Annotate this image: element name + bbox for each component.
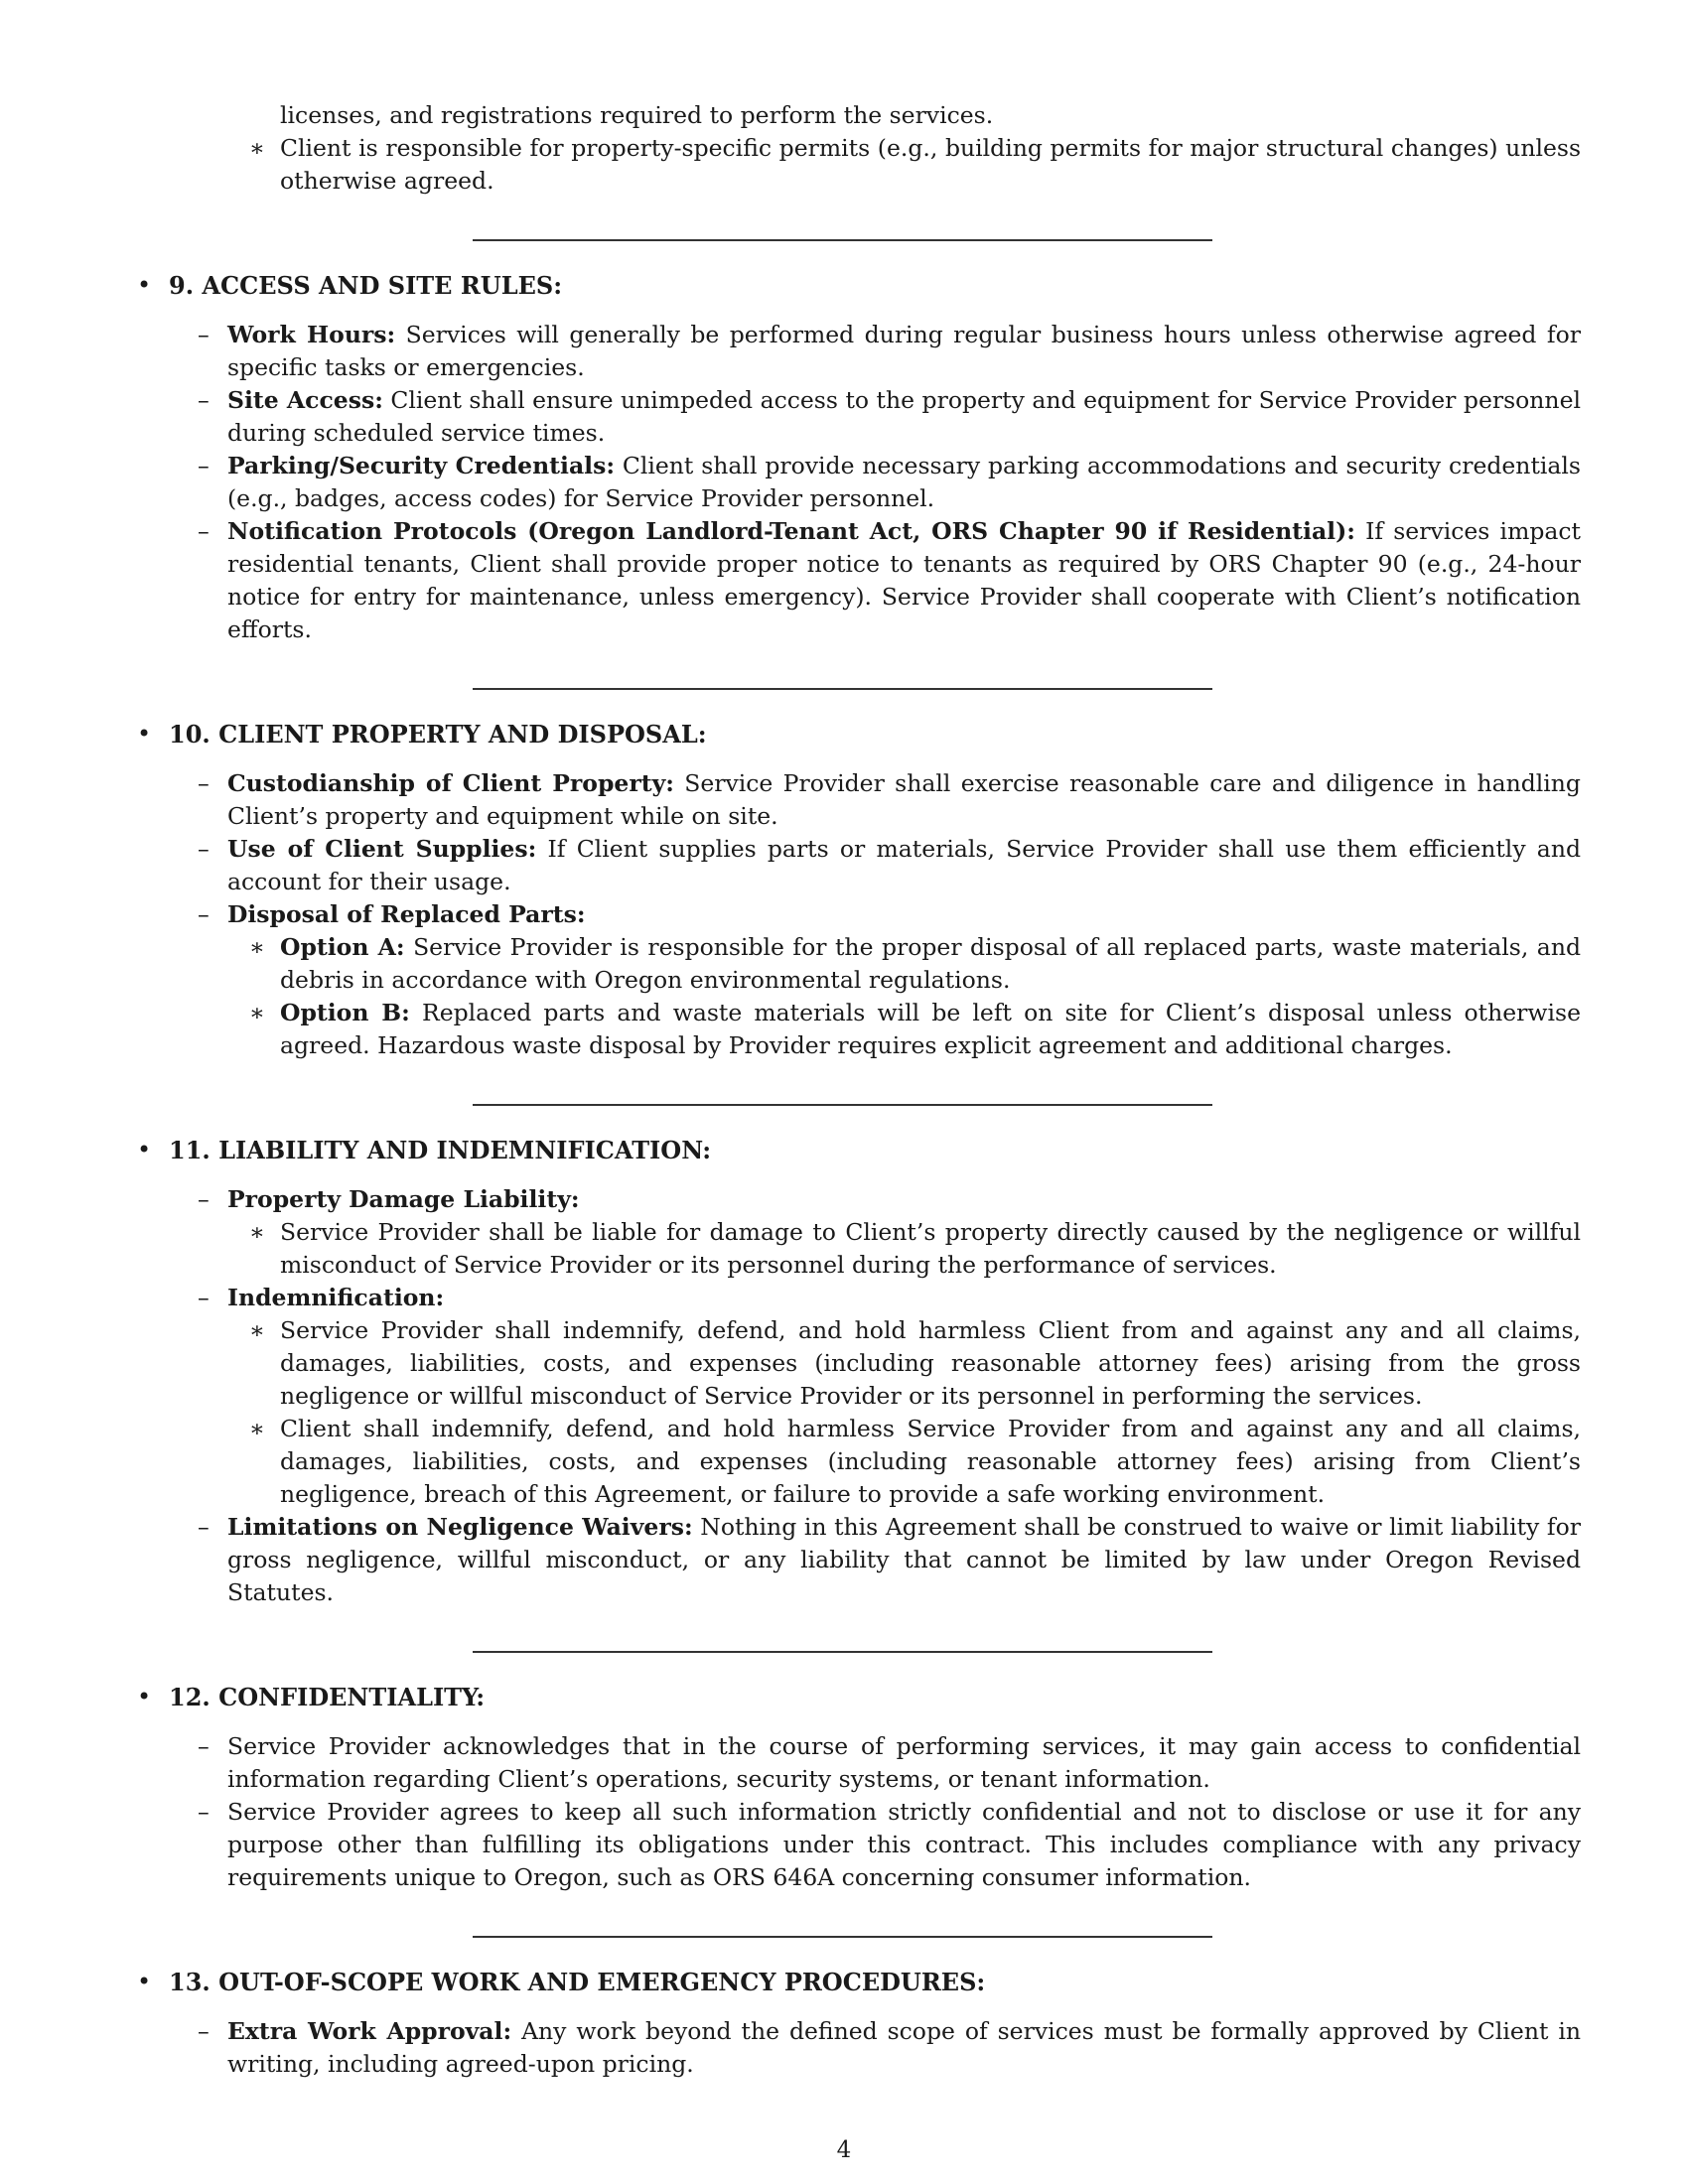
list-item: – Work Hours: Services will generally be performed during regular business hours unless otherwise agreed for specific tasks or emergencies.	[198, 321, 1581, 381]
section-11-heading: • 11. LIABILITY AND INDEMNIFICATION:	[137, 1136, 712, 1164]
section-bullet: •	[137, 271, 152, 299]
dash-bullet: –	[198, 1732, 210, 1760]
list-item: – Property Damage Liability:	[135, 1183, 1581, 1216]
option-item: ∗ Option B: Replaced parts and waste materials will be left on site for Client’s disposal unless otherwise agreed. Hazardous waste disposal by Provider requires explicit agreement and additional charges.	[249, 999, 1581, 1059]
section-divider	[473, 1936, 1212, 1938]
list-item: – Limitations on Negligence Waivers: Nothing in this Agreement shall be construed to waive or limit liability for gross negligence, willful misconduct, or any liability that cannot be limited by law under Oregon Revised Statutes.	[198, 1513, 1581, 1606]
list-item: – Custodianship of Client Property: Service Provider shall exercise reasonable care and diligence in handling Client’s property and equipment while on site.	[198, 769, 1581, 830]
dash-bullet: –	[198, 452, 210, 479]
section-9-heading: • 9. ACCESS AND SITE RULES:	[137, 271, 563, 300]
star-bullet: ∗	[249, 1218, 265, 1246]
section-10-list	[135, 767, 1581, 1062]
section-13-heading: • 13. OUT-OF-SCOPE WORK AND EMERGENCY PROCEDURES:	[137, 1968, 986, 1996]
sub-point: ∗ Service Provider shall indemnify, defend, and hold harmless Client from and against any and all claims, damages, liabilities, costs, and expenses (including reasonable attorney fees) arising from the gross negligence or willful misconduct of Service Provider or its personnel in performing the services.	[249, 1316, 1581, 1410]
section-12-heading: • 12. CONFIDENTIALITY:	[137, 1683, 486, 1711]
dash-bullet: –	[198, 2017, 210, 2045]
list-item: – Service Provider agrees to keep all such information strictly confidential and not to disclose or use it for any purpose other than fulfilling its obligations under this contract. This includes compliance with any privacy requirements unique to Oregon, such as ORS 646A concerning consumer information.	[198, 1798, 1581, 1891]
section-divider	[473, 1104, 1212, 1106]
dash-bullet: –	[198, 835, 210, 863]
section-bullet: •	[137, 1968, 152, 1995]
dash-bullet: –	[198, 517, 210, 545]
page-content	[135, 99, 1581, 2081]
dash-bullet: –	[198, 1798, 210, 1826]
dash-bullet: –	[198, 321, 210, 348]
dash-bullet: –	[198, 1284, 210, 1311]
star-bullet: ∗	[249, 999, 265, 1026]
carryover-item: ∗ Client is responsible for property-specific permits (e.g., building permits for major structural changes) unless otherwise agreed.	[249, 134, 1581, 195]
dash-bullet: –	[198, 1513, 210, 1541]
star-bullet: ∗	[249, 1316, 265, 1344]
section-divider	[473, 1651, 1212, 1653]
dash-bullet: –	[198, 386, 210, 414]
page-number: 4	[836, 2137, 852, 2163]
section-bullet: •	[137, 1683, 152, 1710]
section-10-heading: • 10. CLIENT PROPERTY AND DISPOSAL:	[137, 720, 707, 749]
section-9-list	[135, 319, 1581, 646]
section-divider	[473, 688, 1212, 690]
star-bullet: ∗	[249, 933, 265, 961]
list-item: – Disposal of Replaced Parts:	[135, 898, 1581, 931]
list-item: – Parking/Security Credentials: Client shall provide necessary parking accommodations and security credentials (e.g., badges, access codes) for Service Provider personnel.	[198, 452, 1581, 512]
section-bullet: •	[137, 720, 152, 748]
list-item: – Site Access: Client shall ensure unimpeded access to the property and equipment for Service Provider personnel during scheduled service times.	[198, 386, 1581, 447]
section-bullet: •	[137, 1136, 152, 1163]
list-item: – Use of Client Supplies: If Client supplies parts or materials, Service Provider shall use them efficiently and account for their usage.	[198, 835, 1581, 895]
dash-bullet: –	[198, 900, 210, 928]
sub-point: ∗ Service Provider shall be liable for damage to Client’s property directly caused by the negligence or willful misconduct of Service Provider or its personnel during the performance of services.	[249, 1218, 1581, 1279]
star-bullet: ∗	[249, 134, 265, 162]
star-bullet: ∗	[249, 1415, 265, 1442]
list-item: – Notification Protocols (Oregon Landlord-Tenant Act, ORS Chapter 90 if Residential): If services impact residential tenants, Client shall provide proper notice to tenants as required by ORS Chapter 90 (e.g., 24-hour notice for entry for maintenance, unless emergency). Service Provider shall cooperate with Client’s notification efforts.	[198, 517, 1582, 643]
dash-bullet: –	[198, 1185, 210, 1213]
section-11-list	[135, 1183, 1581, 1609]
carryover-line: licenses, and registrations required to perform the services.	[280, 101, 994, 129]
list-item: – Indemnification:	[135, 1282, 1581, 1314]
option-item: ∗ Option A: Service Provider is responsible for the proper disposal of all replaced parts, waste materials, and debris in accordance with Oregon environmental regulations.	[249, 933, 1581, 994]
section-divider	[473, 239, 1212, 241]
section-13-list	[135, 2015, 1581, 2081]
list-item: – Service Provider acknowledges that in the course of performing services, it may gain access to confidential information regarding Client’s operations, security systems, or tenant information.	[198, 1732, 1581, 1793]
section-12-list	[135, 1730, 1581, 1894]
list-item: – Extra Work Approval: Any work beyond the defined scope of services must be formally approved by Client in writing, including agreed-upon pricing.	[198, 2017, 1581, 2078]
dash-bullet: –	[198, 769, 210, 797]
sub-point: ∗ Client shall indemnify, defend, and hold harmless Service Provider from and against any and all claims, damages, liabilities, costs, and expenses (including reasonable attorney fees) arising from Client’s negligence, breach of this Agreement, or failure to provide a safe working environment.	[249, 1415, 1581, 1508]
